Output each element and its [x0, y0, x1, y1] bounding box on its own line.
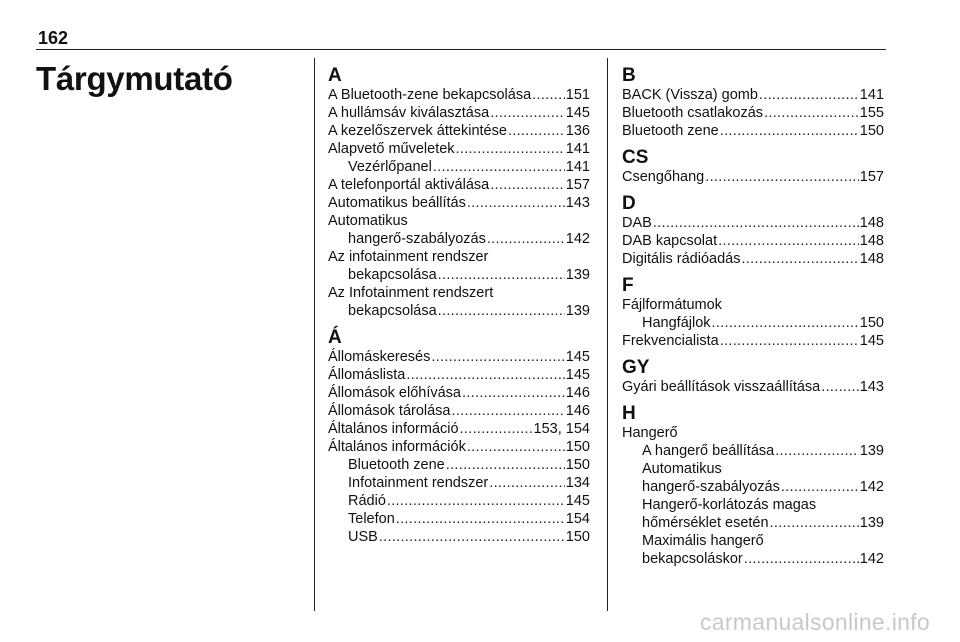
- index-letter-group: [622, 148, 884, 186]
- index-entry-text: bekapcsolása: [348, 267, 437, 283]
- index-entry-page: 146: [565, 403, 590, 419]
- index-entry-page: 150: [565, 529, 590, 545]
- leader-dots: [770, 514, 859, 532]
- index-entry: [622, 332, 884, 350]
- index-entry-text: A kezelőszervek áttekintése: [328, 123, 507, 139]
- index-entry-text: bekapcsolása: [348, 303, 437, 319]
- leader-dots: [775, 442, 859, 460]
- leader-dots: [396, 510, 565, 528]
- column-divider: [314, 58, 315, 611]
- index-entry-text: Hangfájlok: [642, 315, 711, 331]
- index-entry-text: Bluetooth zene: [348, 457, 445, 473]
- leader-dots: [438, 302, 565, 320]
- index-entry-page: 150: [859, 123, 884, 139]
- leader-dots: [718, 232, 859, 250]
- index-entry-page: 139: [859, 443, 884, 459]
- index-letter-heading: D: [622, 193, 636, 214]
- index-entry-page: 142: [859, 479, 884, 495]
- leader-dots: [490, 104, 565, 122]
- index-entry-page: 146: [565, 385, 590, 401]
- index-entry: [622, 104, 884, 122]
- index-entry-page: 148: [859, 233, 884, 249]
- index-entry: [328, 194, 590, 212]
- index-entry-text: Gyári beállítások visszaállítása: [622, 379, 821, 395]
- leader-dots: [653, 214, 859, 232]
- index-entry: [328, 158, 590, 176]
- leader-dots: [720, 332, 859, 350]
- index-entry-page: 157: [565, 177, 590, 193]
- index-entry: [328, 302, 590, 320]
- index-entry-page: 157: [859, 169, 884, 185]
- index-entry: [328, 528, 590, 546]
- index-entry-text: hőmérséklet esetén: [642, 515, 769, 531]
- leader-dots: [387, 492, 565, 510]
- index-entry-text: A Bluetooth-zene bekapcsolása: [328, 87, 532, 103]
- leader-dots: [712, 314, 859, 332]
- index-entry: [622, 232, 884, 250]
- index-entry-page: 153, 154: [533, 421, 590, 437]
- leader-dots: [433, 158, 565, 176]
- index-letter-group: [622, 194, 884, 268]
- leader-dots: [532, 86, 565, 104]
- index-entry-text: Automatikus beállítás: [328, 195, 466, 211]
- index-entry: [328, 266, 590, 284]
- index-entry: [622, 214, 884, 232]
- index-entry-page: 155: [859, 105, 884, 121]
- index-entry: Hangerő-korlátozás magas: [642, 497, 817, 513]
- index-entry: [622, 314, 884, 332]
- index-entry-page: 151: [565, 87, 590, 103]
- leader-dots: [705, 168, 859, 186]
- leader-dots: [821, 378, 859, 396]
- index-entry: [622, 442, 884, 460]
- index-entry: [622, 378, 884, 396]
- index-letter-heading: F: [622, 275, 634, 296]
- index-entry: Automatikus: [642, 461, 722, 477]
- index-entry-page: 145: [859, 333, 884, 349]
- watermark-text: carmanualsonline.info: [699, 609, 930, 635]
- index-entry: [328, 348, 590, 366]
- index-entry: [328, 86, 590, 104]
- index-entry-text: Vezérlőpanel: [348, 159, 432, 175]
- index-entry-text: Állomáskeresés: [328, 349, 431, 365]
- index-entry: [622, 514, 884, 532]
- index-entry-text: Digitális rádióadás: [622, 251, 741, 267]
- index-entry-text: Bluetooth zene: [622, 123, 719, 139]
- index-entry-page: 145: [565, 367, 590, 383]
- index-entry: [328, 492, 590, 510]
- leader-dots: [741, 250, 858, 268]
- leader-dots: [489, 474, 565, 492]
- index-entry-page: 154: [565, 511, 590, 527]
- index-entry-page: 141: [565, 141, 590, 157]
- index-entry: [328, 366, 590, 384]
- index-entry: [328, 438, 590, 456]
- leader-dots: [406, 366, 564, 384]
- index-entry-text: hangerő-szabályozás: [642, 479, 780, 495]
- index-entry-text: Rádió: [348, 493, 386, 509]
- index-entry: Automatikus: [328, 213, 408, 229]
- index-entry: Maximális hangerő: [642, 533, 764, 549]
- index-entry-text: Csengőhang: [622, 169, 705, 185]
- index-entry-page: 150: [565, 457, 590, 473]
- leader-dots: [744, 550, 859, 568]
- index-entry: Fájlformátumok: [622, 297, 722, 313]
- index-entry-text: bekapcsoláskor: [642, 551, 743, 567]
- index-entry-text: A hangerő beállítása: [642, 443, 775, 459]
- index-entry: [328, 474, 590, 492]
- leader-dots: [462, 384, 565, 402]
- index-entry-text: DAB: [622, 215, 652, 231]
- leader-dots: [446, 456, 565, 474]
- index-entry: [622, 550, 884, 568]
- index-entry-text: Állomások előhívása: [328, 385, 461, 401]
- index-entry: [328, 122, 590, 140]
- index-entry: Hangerő: [622, 425, 678, 441]
- index-entry: [328, 230, 590, 248]
- index-letter-group: [622, 276, 884, 350]
- index-column-1: [328, 66, 590, 546]
- index-entry-page: 139: [859, 515, 884, 531]
- index-entry: [328, 384, 590, 402]
- index-title: Tárgymutató: [36, 60, 233, 97]
- leader-dots: [764, 104, 859, 122]
- index-letter-group: [622, 404, 884, 568]
- index-entry: [622, 250, 884, 268]
- leader-dots: [490, 176, 565, 194]
- page-number: 162: [38, 28, 69, 48]
- index-entry-text: Általános információ: [328, 421, 459, 437]
- index-letter-heading: B: [622, 65, 636, 86]
- index-entry: [622, 86, 884, 104]
- header-rule: [36, 49, 886, 50]
- index-entry: [622, 122, 884, 140]
- index-letter-heading: H: [622, 403, 636, 424]
- index-entry-page: 142: [859, 551, 884, 567]
- index-letter-heading: GY: [622, 357, 650, 378]
- index-entry: [622, 478, 884, 496]
- index-entry-text: Telefon: [348, 511, 395, 527]
- index-entry-page: 142: [565, 231, 590, 247]
- index-entry-text: Frekvencialista: [622, 333, 719, 349]
- index-entry: [328, 140, 590, 158]
- index-entry-text: Bluetooth csatlakozás: [622, 105, 764, 121]
- index-entry-text: Általános információk: [328, 439, 466, 455]
- index-entry: [328, 510, 590, 528]
- index-entry: [328, 420, 590, 438]
- index-entry-page: 141: [565, 159, 590, 175]
- leader-dots: [431, 348, 564, 366]
- leader-dots: [720, 122, 859, 140]
- leader-dots: [508, 122, 565, 140]
- index-entry-page: 148: [859, 215, 884, 231]
- index-entry-page: 145: [565, 105, 590, 121]
- index-entry-text: Alapvető műveletek: [328, 141, 455, 157]
- leader-dots: [467, 194, 565, 212]
- leader-dots: [379, 528, 565, 546]
- index-entry: [328, 104, 590, 122]
- index-entry: Az Infotainment rendszert: [328, 285, 494, 301]
- index-entry-page: 139: [565, 267, 590, 283]
- index-entry-page: 148: [859, 251, 884, 267]
- index-entry-text: Állomások tárolása: [328, 403, 451, 419]
- index-entry-page: 143: [859, 379, 884, 395]
- index-letter-heading: A: [328, 65, 342, 86]
- index-entry-page: 139: [565, 303, 590, 319]
- leader-dots: [467, 438, 565, 456]
- index-entry-text: A hullámsáv kiválasztása: [328, 105, 490, 121]
- index-entry-text: USB: [348, 529, 378, 545]
- leader-dots: [460, 420, 533, 438]
- index-entry-text: A telefonportál aktiválása: [328, 177, 490, 193]
- index-entry: [328, 176, 590, 194]
- index-entry-text: BACK (Vissza) gomb: [622, 87, 758, 103]
- index-column-2: [622, 66, 884, 568]
- leader-dots: [438, 266, 565, 284]
- leader-dots: [456, 140, 565, 158]
- leader-dots: [487, 230, 565, 248]
- index-entry: Az infotainment rendszer: [328, 249, 489, 265]
- index-letter-heading: CS: [622, 147, 649, 168]
- index-letter-group: [328, 328, 590, 546]
- leader-dots: [759, 86, 859, 104]
- leader-dots: [452, 402, 565, 420]
- index-entry-page: 134: [565, 475, 590, 491]
- index-entry-page: 150: [565, 439, 590, 455]
- index-letter-group: [622, 66, 884, 140]
- index-entry-page: 141: [859, 87, 884, 103]
- index-entry-page: 150: [859, 315, 884, 331]
- index-entry-page: 136: [565, 123, 590, 139]
- index-letter-heading: Á: [328, 327, 342, 348]
- leader-dots: [781, 478, 859, 496]
- index-entry: [328, 456, 590, 474]
- index-entry: [622, 168, 884, 186]
- index-entry-page: 145: [565, 349, 590, 365]
- index-entry-page: 145: [565, 493, 590, 509]
- index-entry-text: DAB kapcsolat: [622, 233, 718, 249]
- index-entry-text: hangerő-szabályozás: [348, 231, 486, 247]
- index-letter-group: [622, 358, 884, 396]
- column-divider: [607, 58, 608, 611]
- index-letter-group: [328, 66, 590, 320]
- index-entry: [328, 402, 590, 420]
- index-entry-text: Állomáslista: [328, 367, 406, 383]
- index-entry-text: Infotainment rendszer: [348, 475, 489, 491]
- index-entry-page: 143: [565, 195, 590, 211]
